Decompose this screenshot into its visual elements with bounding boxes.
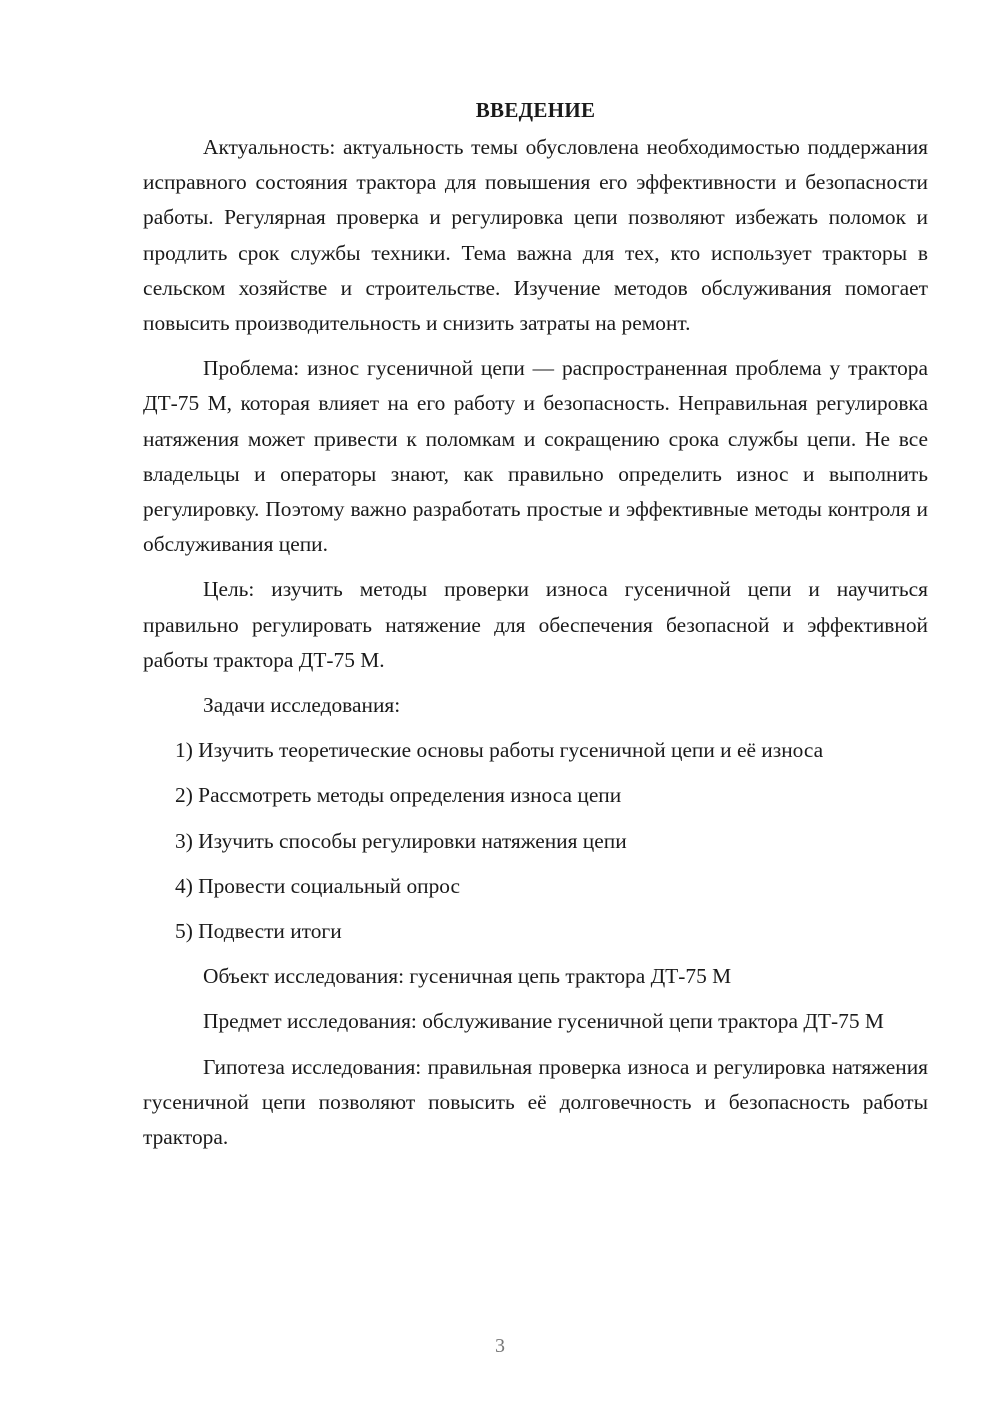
relevance-paragraph: Актуальность: актуальность темы обусловлена необходимостью поддержания исправного состояния трактора для повышения его эффективности и безопасности работы. Регулярная проверка и регулировка цепи позволяют избежать поломок и продлить срок службы техники. Тема важна для тех, кто использует тракторы в сельском хозяйстве и строительстве. Изучение методов обслуживания помогает повысить производительность и снизить затраты на ремонт. xyxy=(143,135,928,336)
page-title: ВВЕДЕНИЕ xyxy=(475,98,596,122)
hypothesis-paragraph: Гипотеза исследования: правильная проверка износа и регулировка натяжения гусеничной цепи позволяют повысить её долговечность и безопасность работы трактора. xyxy=(143,1054,928,1150)
object-paragraph: Объект исследования: гусеничная цепь трактора ДТ-75 М xyxy=(203,964,732,989)
problem-paragraph: Проблема: износ гусеничной цепи — распространенная проблема у трактора ДТ-75 М, которая влияет на его работу и безопасность. Неправильная регулировка натяжения может привести к поломкам и сокращению срока службы цепи. Не все владельцы и операторы знают, как правильно определить износ и выполнить регулировку. Поэтому важно разработать простые и эффективные методы контроля и обслуживания цепи. xyxy=(143,356,928,557)
task-item-2: 2) Рассмотреть методы определения износа цепи xyxy=(175,783,622,808)
goal-paragraph: Цель: изучить методы проверки износа гусеничной цепи и научиться правильно регулировать натяжение для обеспечения безопасной и эффективной работы трактора ДТ-75 М. xyxy=(143,577,928,672)
task-item-5: 5) Подвести итоги xyxy=(175,919,342,944)
task-item-4: 4) Провести социальный опрос xyxy=(175,873,461,898)
document-body xyxy=(143,96,928,1155)
tasks-heading: Задачи исследования: xyxy=(203,693,401,718)
task-item-3: 3) Изучить способы регулировки натяжения цепи xyxy=(175,828,627,853)
task-item-1: 1) Изучить теоретические основы работы гусеничной цепи и её износа xyxy=(175,738,824,763)
tasks-list xyxy=(143,733,928,949)
page-number: 3 xyxy=(495,1335,505,1357)
subject-paragraph: Предмет исследования: обслуживание гусеничной цепи трактора ДТ-75 М xyxy=(203,1009,884,1034)
